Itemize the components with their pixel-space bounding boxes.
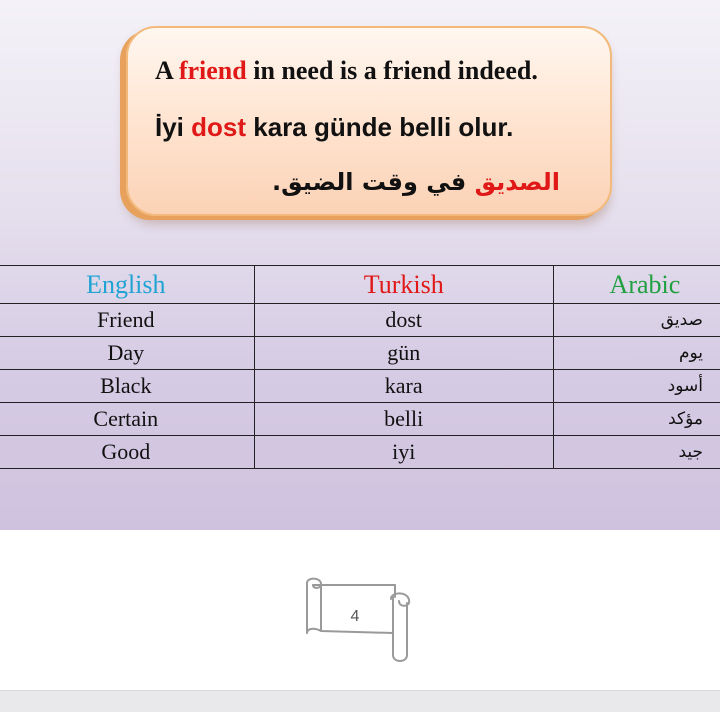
- cell-arabic: يوم: [553, 337, 720, 370]
- cell-turkish: iyi: [254, 436, 553, 469]
- table-row: [0, 436, 720, 469]
- cell-turkish: kara: [254, 370, 553, 403]
- proverb-arabic: الصديق في وقت الضيق.: [272, 168, 560, 196]
- cell-arabic: جيد: [553, 436, 720, 469]
- cell-english: Good: [0, 436, 254, 469]
- cell-arabic: أسود: [553, 370, 720, 403]
- header-english: English: [0, 266, 254, 304]
- table-row: [0, 370, 720, 403]
- proverb-turkish: İyi dost kara günde belli olur.: [155, 112, 514, 142]
- table-row: [0, 403, 720, 436]
- highlight-word: الصديق: [474, 168, 560, 196]
- cell-turkish: dost: [254, 304, 553, 337]
- header-arabic: Arabic: [553, 266, 720, 304]
- cell-english: Friend: [0, 304, 254, 337]
- table-row: [0, 337, 720, 370]
- proverb-english: A friend in need is a friend indeed.: [155, 56, 538, 85]
- cell-turkish: gün: [254, 337, 553, 370]
- cell-english: Day: [0, 337, 254, 370]
- bottom-strip: [0, 690, 720, 712]
- cell-turkish: belli: [254, 403, 553, 436]
- cell-english: Certain: [0, 403, 254, 436]
- highlight-word: dost: [191, 112, 247, 142]
- page-number: 4: [350, 608, 360, 625]
- table-row: [0, 304, 720, 337]
- cell-english: Black: [0, 370, 254, 403]
- highlight-word: friend: [178, 56, 247, 85]
- header-turkish: Turkish: [254, 266, 553, 304]
- table-header-row: [0, 266, 720, 304]
- cell-arabic: مؤكد: [553, 403, 720, 436]
- cell-arabic: صديق: [553, 304, 720, 337]
- proverb-box: [126, 26, 612, 216]
- vocabulary-table: [0, 265, 720, 469]
